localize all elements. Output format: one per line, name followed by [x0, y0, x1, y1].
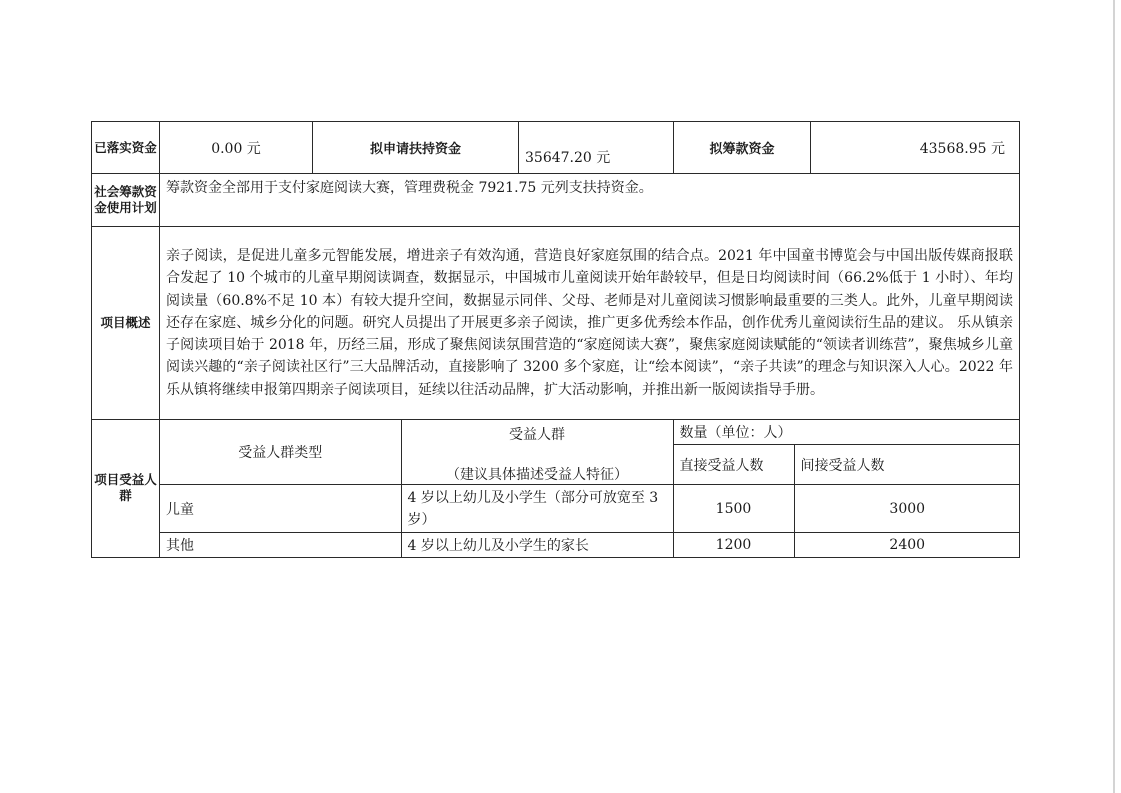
row-direct-cell: 1500 — [673, 485, 794, 533]
scan-edge-line — [1113, 0, 1115, 793]
row-indirect-cell: 3000 — [794, 485, 1020, 533]
raise-funds-label: 拟筹款资金 — [674, 122, 811, 174]
apply-funds-value: 35647.20 元 — [519, 122, 674, 174]
row-desc-cell: 4 岁以上幼儿及小学生（部分可放宽至 3 岁） — [401, 485, 673, 533]
row-type-cell: 儿童 — [160, 485, 401, 533]
col-qty-header: 数量（单位：人） — [673, 420, 1020, 445]
table-row — [160, 485, 1020, 533]
overview-text: 亲子阅读，是促进儿童多元智能发展，增进亲子有效沟通，营造良好家庭氛围的结合点。2021 年中国童书博览会与中国出版传媒商报联合发起了 10 个城市的儿童早期阅读调查，数据显示，中国城市儿童阅读开始年龄较早，但是日均阅读时间（66.2%低于 1 小时）、年均阅读量（60.8%不足 10 本）有较大提升空间，数据显示同伴、父母、老师是对儿童阅读习惯影响最重要的三类人。此外，儿童早期阅读还存在家庭、城乡分化的问题。研究人员提出了开展更多亲子阅读，推广更多优秀绘本作品，创作优秀儿童阅读衍生品的建议。 乐从镇亲子阅读项目始于 2018 年，历经三届，形成了聚焦阅读氛围营造的“家庭阅读大赛”，聚焦家庭阅读赋能的“领读者训练营”，聚焦城乡儿童阅读兴趣的“亲子阅读社区行”三大品牌活动，直接影响了 3200 多个家庭，让“绘本阅读”，“亲子共读”的理念与知识深入人心。2022 年乐从镇将继续申报第四期亲子阅读项目，延续以往活动品牌，扩大活动影响，并推出新一版阅读指导手册。 — [160, 227, 1020, 420]
col-direct-header: 直接受益人数 — [673, 445, 794, 485]
beneficiaries-table — [160, 420, 1020, 557]
implemented-funds-label: 已落实资金 — [92, 122, 160, 174]
col-group-note: （建议具体描述受益人特征） — [446, 467, 628, 483]
col-indirect-header: 间接受益人数 — [794, 445, 1020, 485]
row-desc-cell: 4 岁以上幼儿及小学生的家长 — [401, 533, 673, 557]
usage-row — [92, 174, 1020, 227]
beneficiaries-row — [92, 420, 1020, 558]
funding-row — [92, 122, 1020, 174]
project-form — [91, 121, 1019, 558]
row-type-cell: 其他 — [160, 533, 401, 557]
usage-plan-label: 社会筹款资金使用计划 — [92, 174, 160, 227]
overview-label: 项目概述 — [92, 227, 160, 420]
col-group-title: 受益人群 — [509, 427, 565, 443]
overview-row — [92, 227, 1020, 420]
col-type-header: 受益人群类型 — [160, 420, 401, 485]
form-table — [91, 121, 1020, 558]
beneficiaries-header-row1 — [160, 420, 1020, 445]
implemented-funds-value: 0.00 元 — [160, 122, 313, 174]
col-group-header — [401, 420, 673, 485]
apply-funds-label: 拟申请扶持资金 — [313, 122, 519, 174]
table-row — [160, 533, 1020, 557]
row-indirect-cell: 2400 — [794, 533, 1020, 557]
raise-funds-value: 43568.95 元 — [811, 122, 1020, 174]
row-direct-cell: 1200 — [673, 533, 794, 557]
beneficiaries-label: 项目受益人群 — [92, 420, 160, 558]
beneficiaries-cell — [160, 420, 1020, 558]
usage-plan-text: 筹款资金全部用于支付家庭阅读大赛，管理费税金 7921.75 元列支扶持资金。 — [160, 174, 1020, 227]
